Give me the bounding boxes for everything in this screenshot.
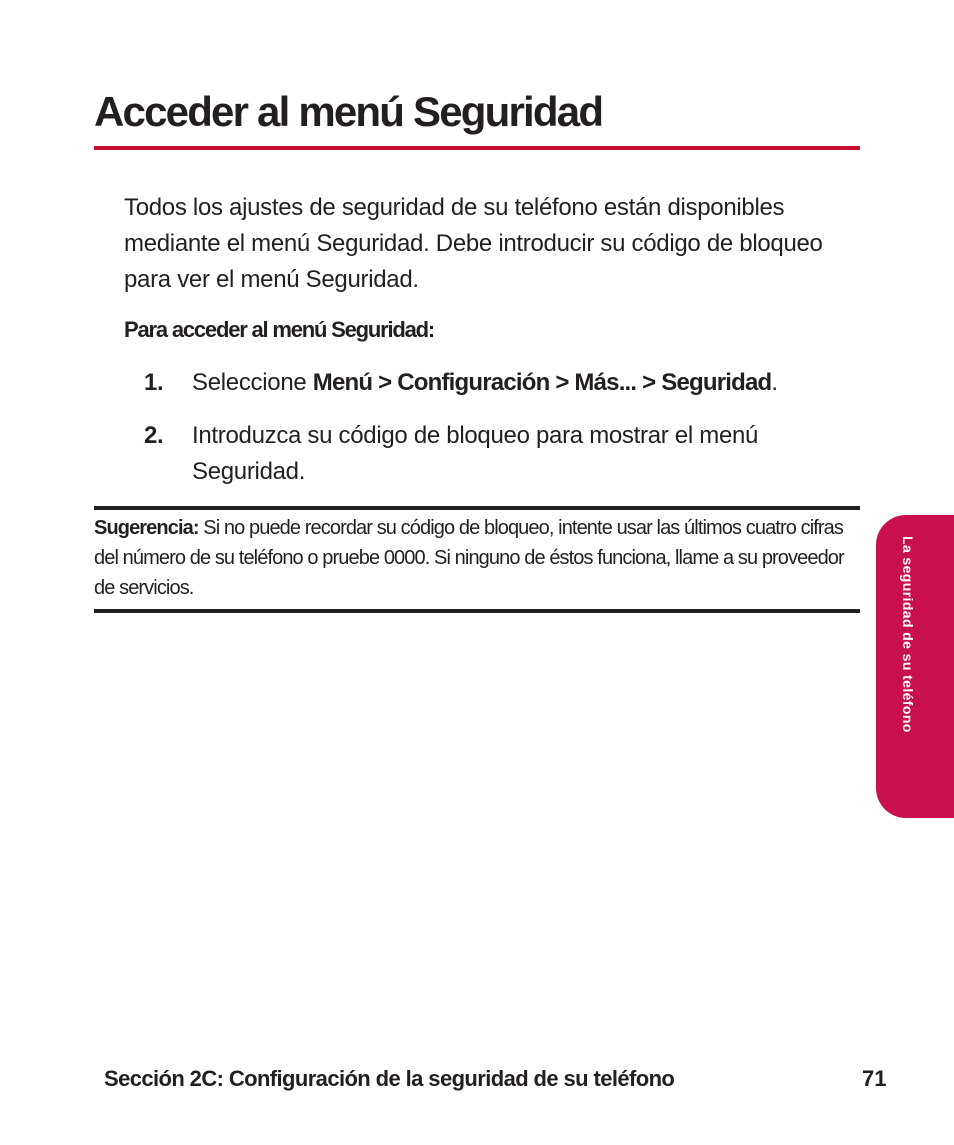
- title-rule: [94, 146, 860, 150]
- page-number: 71: [862, 1066, 887, 1091]
- step-number: 1.: [144, 369, 164, 396]
- page-title: Acceder al menú Seguridad: [94, 88, 603, 135]
- step-2: [144, 418, 859, 490]
- tip-text: Si no puede recordar su código de bloqueo, intente usar las últimos cuatro cifras del número de su teléfono o pruebe 0000. Si ninguno de éstos funciona, llame a su proveedor de servicios.: [94, 517, 844, 599]
- menu-path: Menú > Configuración > Más... > Seguridad: [312, 369, 772, 396]
- tip-label: Sugerencia:: [94, 517, 199, 539]
- procedure-heading: Para acceder al menú Seguridad:: [124, 317, 435, 342]
- footer-section-title: Sección 2C: Configuración de la seguridad de su teléfono: [104, 1066, 675, 1091]
- tip-rule-bottom: [94, 609, 860, 613]
- tip-rule-top: [94, 506, 860, 510]
- tip-box: [94, 513, 860, 603]
- step-text: Introduzca su código de bloqueo para mostrar el menú Seguridad.: [192, 422, 759, 485]
- step-trail: .: [771, 369, 778, 396]
- side-tab-label: La seguridad de su teléfono: [900, 536, 916, 733]
- step-1: [144, 365, 859, 401]
- step-number: 2.: [144, 422, 164, 449]
- step-lead-text: Seleccione: [192, 369, 313, 396]
- step-text: [192, 365, 859, 401]
- intro-paragraph: Todos los ajustes de seguridad de su teléfono están disponibles mediante el menú Seguridad. Debe introducir su código de bloqueo para ver el menú Seguridad.: [124, 194, 823, 293]
